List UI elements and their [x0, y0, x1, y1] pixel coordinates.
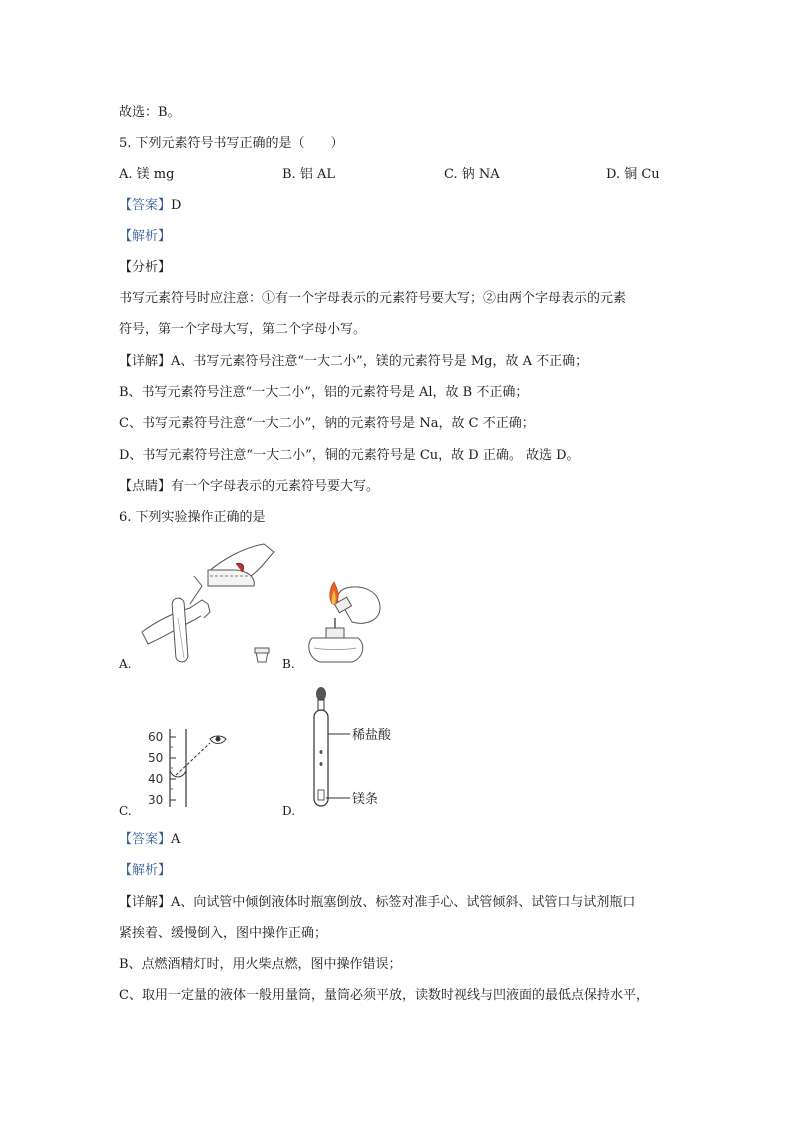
q5-stem: 5. 下列元素符号书写正确的是（ ） [119, 136, 344, 151]
dianjing-text: 有一个字母表示的元素符号要大写。 [171, 479, 380, 494]
cylinder-tick-60: 60 [148, 730, 164, 744]
q5-answer [119, 197, 181, 215]
figure-a-label: A. [119, 657, 132, 671]
figure-c-label: C. [119, 804, 132, 818]
detail-text: A、向试管中倾倒液体时瓶塞倒放、标签对准手心、试管倾斜、试管口与试剂瓶口 [171, 895, 636, 910]
cylinder-tick-30: 30 [148, 793, 164, 807]
figure-a-pouring [138, 540, 278, 666]
cylinder-tick-50: 50 [148, 751, 164, 765]
q5-dianjing [119, 478, 379, 496]
q6-answer [119, 831, 180, 849]
q5-option-d: D. 铜 Cu [606, 167, 660, 182]
answer-tag: 【答案】 [119, 832, 172, 847]
answer-value: D [171, 198, 182, 213]
d-mg-label: 镁条 [352, 792, 379, 807]
figure-c-cylinder [140, 727, 234, 811]
q5-detail-c: C、书写元素符号注意“一大二小”，钠的元素符号是 Na，故 C 不正确； [119, 416, 535, 431]
q5-fenxi-2: 符号，第一个字母大写，第二个字母小写。 [119, 322, 367, 337]
q6-analysis-tag: 【解析】 [119, 863, 172, 878]
detail-text: A、书写元素符号注意“一大二小”，镁的元素符号是 Mg，故 A 不正确； [171, 354, 589, 369]
q5-detail-d: D、书写元素符号注意“一大二小”，铜的元素符号是 Cu，故 D 正确。 故选 D。 [119, 448, 580, 463]
q6-detail-b: B、点燃酒精灯时，用火柴点燃，图中操作错误； [119, 957, 402, 972]
figure-b-alcohol-lamps [300, 578, 386, 668]
q5-detail-a [119, 353, 588, 371]
detail-tag: 【详解】 [119, 895, 172, 910]
conclusion-line: 故选：B。 [119, 105, 181, 120]
figure-d-label: D. [282, 804, 296, 818]
q5-fenxi-tag: 【分析】 [119, 260, 172, 275]
dianjing-tag: 【点睛】 [119, 479, 172, 494]
q5-option-b: B. 铝 AL [282, 167, 335, 182]
q5-option-c: C. 钠 NA [444, 167, 500, 182]
q6-detail-a1 [119, 894, 635, 912]
figure-d-dropper [306, 686, 402, 812]
q6-detail-a2: 紧挨着、缓慢倒入，图中操作正确； [119, 926, 328, 941]
figure-b-label: B. [282, 657, 295, 671]
q5-option-a: A. 镁 mg [119, 167, 175, 182]
q6-stem: 6. 下列实验操作正确的是 [119, 510, 266, 525]
q5-detail-b: B、书写元素符号注意“一大二小”，铝的元素符号是 Al，故 B 不正确； [119, 385, 529, 400]
q5-analysis-tag: 【解析】 [119, 229, 172, 244]
detail-tag: 【详解】 [119, 354, 172, 369]
cylinder-tick-40: 40 [148, 772, 164, 786]
q5-fenxi-1: 书写元素符号时应注意：①有一个字母表示的元素符号要大写；②由两个字母表示的元素 [119, 291, 627, 306]
q6-detail-c: C、取用一定量的液体一般用量筒，量筒必须平放，读数时视线与凹液面的最低点保持水平， [119, 988, 649, 1003]
answer-tag: 【答案】 [119, 198, 172, 213]
d-acid-label: 稀盐酸 [352, 728, 392, 743]
answer-value: A [171, 832, 181, 847]
